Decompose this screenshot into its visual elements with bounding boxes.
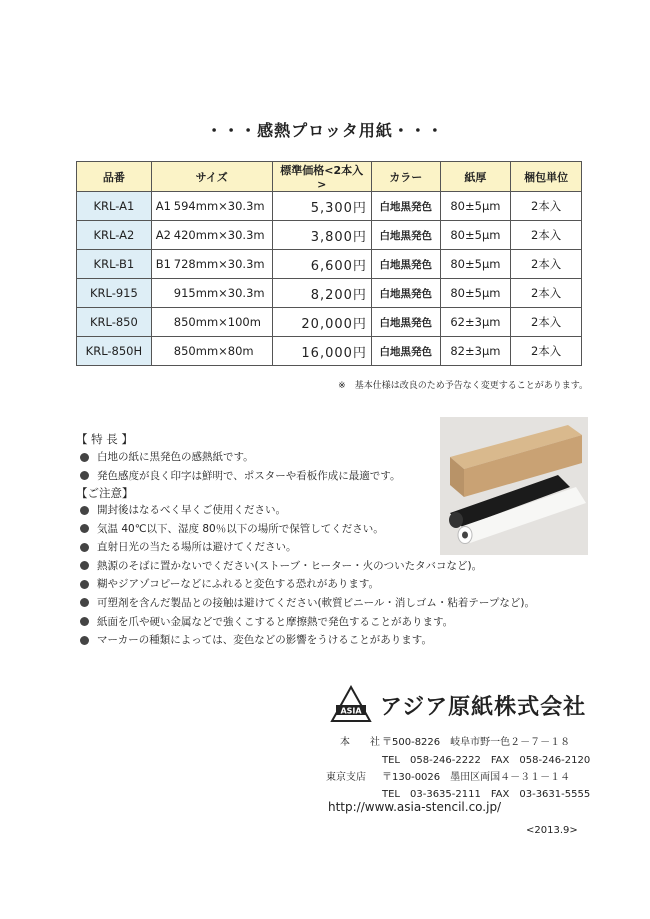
bullet-icon	[80, 617, 89, 626]
table-row	[77, 250, 582, 279]
cell-size	[151, 279, 272, 308]
issue-date: <2013.9>	[526, 825, 578, 836]
bullet-icon	[80, 561, 89, 570]
cell-code: KRL-A2	[77, 221, 152, 250]
cell-size	[151, 250, 272, 279]
cell-size-class: B1	[155, 257, 172, 271]
table-row	[77, 192, 582, 221]
list-item-text: 白地の紙に黒発色の感熱紙です。	[97, 451, 254, 463]
cell-size-dim: 728mm×30.3m	[173, 257, 265, 271]
company-name: アジア原紙株式会社	[380, 695, 587, 720]
table-row	[77, 279, 582, 308]
cell-size	[151, 308, 272, 337]
spec-table	[76, 161, 582, 366]
list-item	[76, 448, 400, 467]
cell-code: KRL-A1	[77, 192, 152, 221]
page-title: ・・・感熱プロッタ用紙・・・	[206, 121, 444, 140]
tokyo-phone: TEL 03-3635-2111 FAX 03-3631-5555	[382, 789, 591, 800]
cell-color: 白地黒発色	[371, 337, 440, 366]
spec-note: ※ 基本仕様は改良のため予告なく変更することがあります。	[338, 381, 588, 391]
hq-phone: TEL 058-246-2222 FAX 058-246-2120	[382, 755, 591, 766]
bullet-icon	[80, 506, 89, 515]
cell-size	[151, 192, 272, 221]
cell-unit: 2本入	[511, 337, 582, 366]
cell-color: 白地黒発色	[371, 250, 440, 279]
cell-thickness: 80±5μm	[440, 250, 511, 279]
col-header-thickness: 紙厚	[440, 162, 511, 192]
list-item	[76, 631, 535, 650]
cell-unit: 2本入	[511, 279, 582, 308]
list-item-text: 開封後はなるべく早くご使用ください。	[97, 504, 286, 516]
cell-unit: 2本入	[511, 308, 582, 337]
cell-code: KRL-850H	[77, 337, 152, 366]
cell-unit: 2本入	[511, 192, 582, 221]
list-item-text: 発色感度が良く印字は鮮明で、ポスターや看板作成に最適です。	[97, 469, 401, 482]
list-item-text: マーカーの種類によっては、変色などの影響をうけることがあります。	[97, 634, 432, 647]
cell-price: 5,300円	[272, 192, 371, 221]
list-item	[76, 520, 535, 539]
cell-thickness: 62±3μm	[440, 308, 511, 337]
table-row	[77, 308, 582, 337]
hq-label: 本 社	[340, 737, 380, 748]
features-heading: 【 特 長 】	[76, 432, 133, 446]
asia-logo-icon	[330, 685, 372, 723]
col-header-unit: 梱包単位	[511, 162, 582, 192]
bullet-icon	[80, 598, 89, 607]
col-header-size: サイズ	[151, 162, 272, 192]
tokyo-address: 〒130-0026 墨田区両国４－３１－１４	[382, 772, 571, 783]
cell-price: 20,000円	[272, 308, 371, 337]
list-item	[76, 594, 535, 613]
col-header-color: カラー	[371, 162, 440, 192]
cell-code: KRL-915	[77, 279, 152, 308]
cell-code: KRL-B1	[77, 250, 152, 279]
cell-size	[151, 221, 272, 250]
cell-color: 白地黒発色	[371, 308, 440, 337]
cell-size-class: A2	[155, 228, 171, 242]
cell-price: 16,000円	[272, 337, 371, 366]
cautions-list	[76, 501, 535, 650]
list-item	[76, 613, 535, 632]
cell-thickness: 80±5μm	[440, 192, 511, 221]
tokyo-label: 東京支店	[326, 772, 366, 783]
col-header-code: 品番	[77, 162, 152, 192]
cell-color: 白地黒発色	[371, 279, 440, 308]
list-item-text: 可塑剤を含んだ製品との接触は避けてください(軟質ビニール・消しゴム・粘着テープなど)。	[97, 596, 535, 609]
list-item-text: 熱源のそばに置かないでください(ストーブ・ヒーター・火のついたタバコなど)。	[97, 559, 483, 572]
bullet-icon	[80, 524, 89, 533]
bullet-icon	[80, 636, 89, 645]
cell-code: KRL-850	[77, 308, 152, 337]
cell-size-dim: 420mm×30.3m	[173, 228, 265, 242]
cell-size-class: A1	[155, 199, 171, 213]
cell-unit: 2本入	[511, 250, 582, 279]
cell-size-dim: 594mm×30.3m	[173, 199, 265, 213]
cell-unit: 2本入	[511, 221, 582, 250]
list-item	[76, 538, 535, 557]
cell-color: 白地黒発色	[371, 192, 440, 221]
cell-size-dim: 915mm×30.3m	[173, 286, 265, 300]
list-item	[76, 575, 535, 594]
list-item-text: 糊やジアゾコピーなどにふれると変色する恐れがあります。	[97, 578, 380, 591]
list-item-text: 紙面を爪や硬い金属などで強くこすると摩擦熱で発色することがあります。	[97, 615, 454, 628]
list-item	[76, 557, 535, 576]
bullet-icon	[80, 453, 89, 462]
table-row	[77, 337, 582, 366]
company-url-link[interactable]: http://www.asia-stencil.co.jp/	[328, 800, 502, 814]
cell-color: 白地黒発色	[371, 221, 440, 250]
cell-thickness: 80±5μm	[440, 279, 511, 308]
list-item-text: 直射日光の当たる場所は避けてください。	[97, 541, 297, 554]
cell-thickness: 82±3μm	[440, 337, 511, 366]
hq-address: 〒500-8226 岐阜市野一色２－７－１８	[382, 737, 571, 748]
cell-thickness: 80±5μm	[440, 221, 511, 250]
bullet-icon	[80, 471, 89, 480]
cell-size-dim: 850mm×80m	[173, 344, 254, 358]
list-item	[76, 467, 400, 486]
logo-text: ASIA	[340, 706, 362, 716]
cell-price: 8,200円	[272, 279, 371, 308]
table-row	[77, 221, 582, 250]
cell-size-dim: 850mm×100m	[173, 315, 261, 329]
bullet-icon	[80, 543, 89, 552]
asia-logo	[330, 685, 372, 723]
cautions-heading: 【ご注意】	[76, 486, 134, 500]
list-item	[76, 501, 535, 520]
table-header-row	[77, 162, 582, 192]
cell-price: 3,800円	[272, 221, 371, 250]
list-item-text: 気温 40℃以下、湿度 80％以下の場所で保管してください。	[97, 522, 384, 535]
bullet-icon	[80, 580, 89, 589]
cell-price: 6,600円	[272, 250, 371, 279]
cell-size	[151, 337, 272, 366]
features-list	[76, 448, 400, 485]
col-header-price: 標準価格<2本入>	[272, 162, 371, 192]
